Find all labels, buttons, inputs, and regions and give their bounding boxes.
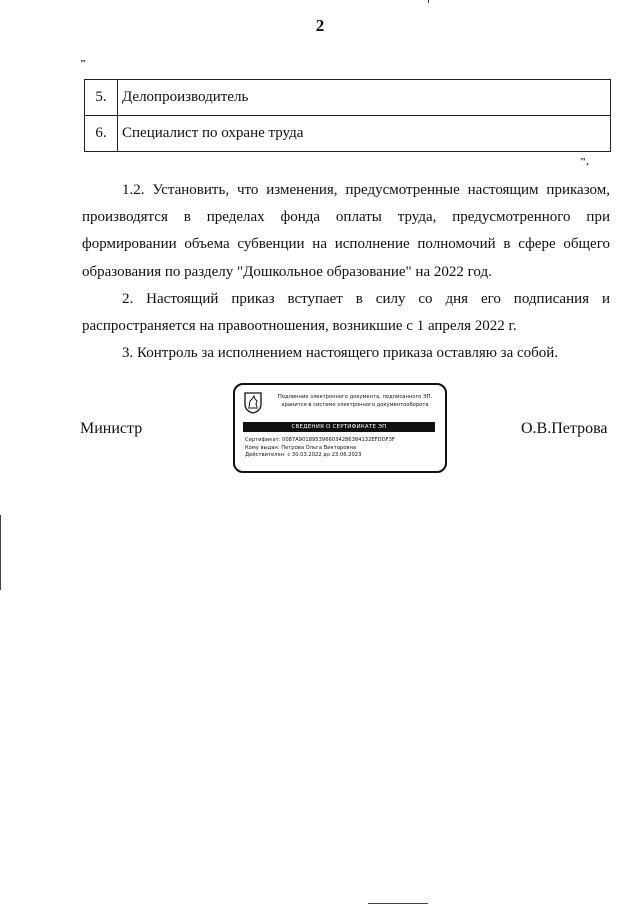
positions-table — [84, 79, 611, 152]
row-number: 5. — [85, 80, 118, 116]
certificate-owner: Кому выдан: Петрова Ольга Викторовна — [245, 444, 357, 451]
scan-edge-mark — [0, 515, 1, 590]
table-row — [85, 80, 611, 116]
stamp-header — [269, 393, 441, 409]
row-number: 6. — [85, 116, 118, 152]
signer-position: Министр — [80, 420, 143, 437]
paragraph-1-2: 1.2. Установить, что изменения, предусмотренные настоящим приказом, производятся в пределах фонда оплаты труда, предусмотренного при формировании объема субвенции на исполнение полномочий в сфере общего образования по разделу "Дошкольное образование" на 2022 год. — [82, 182, 610, 280]
page-number: 2 — [315, 16, 325, 35]
scan-top-mark — [428, 0, 429, 3]
certificate-number: Сертификат: 0087A9018953966034286384132EFDDF3F — [245, 437, 395, 443]
order-body — [82, 177, 610, 367]
stamp-header-line1: Подлинник электронного документа, подписанного ЭП, — [277, 394, 433, 400]
opening-quote: " — [80, 58, 87, 70]
paragraph-2: 2. Настоящий приказ вступает в силу со дня его подписания и распространяется на правоотношения, возникшие с 1 апреля 2022 г. — [82, 290, 610, 335]
coat-of-arms-icon — [244, 392, 262, 414]
table-row — [85, 116, 611, 152]
closing-quote: ". — [580, 156, 589, 168]
digital-signature-stamp — [233, 383, 447, 473]
certificate-validity: Действителен: с 30.03.2022 до 23.06.2023 — [245, 452, 362, 458]
stamp-header-line2: хранится в системе электронного документооборота — [281, 402, 429, 408]
stamp-banner: СВЕДЕНИЯ О СЕРТИФИКАТЕ ЭП — [243, 422, 435, 432]
signer-name: О.В.Петрова — [521, 420, 608, 437]
position-title: Делопроизводитель — [118, 80, 611, 116]
paragraph-3: 3. Контроль за исполнением настоящего приказа оставляю за собой. — [122, 345, 559, 362]
position-title: Специалист по охране труда — [118, 116, 611, 152]
certificate-details — [245, 437, 440, 460]
scan-bottom-mark — [368, 903, 428, 904]
